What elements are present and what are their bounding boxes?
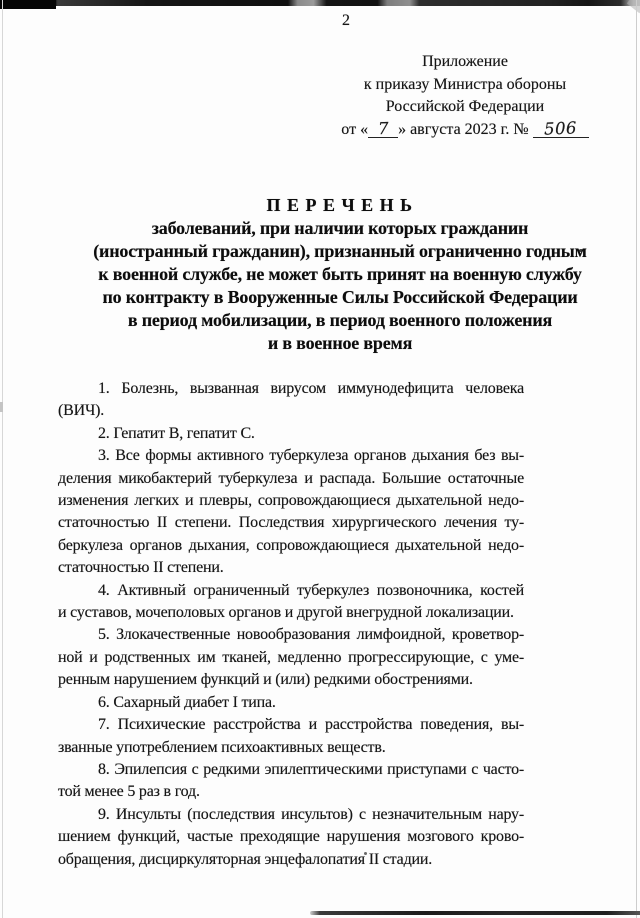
appendix-line: к приказу Министра обороны [363, 75, 567, 93]
body-text-line: (ВИЧ). [58, 402, 105, 420]
body-text-line: ной и родственных им тканей, медленно прогрессирующие, с уме- [58, 648, 524, 666]
date-mid: » августа 2023 г. № [398, 120, 529, 138]
handwritten-day-underline [368, 118, 398, 138]
scan-artifact-left-edge-line [2, 0, 3, 918]
page-number: 2 [342, 12, 350, 29]
body-text-line: 1. Болезнь, вызванная вирусом иммунодефицита человека [98, 380, 524, 397]
title-line: по контракту в Вооруженные Силы Российской Федерации [102, 287, 578, 307]
body-text-line: беркулеза органов дыхания, сопровождающиеся дыхательной недо- [58, 536, 524, 554]
document-title-block [78, 194, 602, 355]
scan-artifact-right-edge-line [636, 0, 637, 918]
handwritten-day: 7 [377, 118, 389, 138]
document-body-text [58, 378, 524, 871]
appendix-line: Приложение [422, 53, 508, 70]
scan-artifact-top-right-notch [627, 0, 640, 13]
handwritten-order-number: 506 [543, 117, 578, 139]
body-text-line: 6. Сахарный диабет I типа. [98, 693, 276, 711]
body-text-line: 5. Злокачественные новообразования лимфоидной, кроветвор- [98, 626, 524, 644]
body-text-line: 7. Психические расстройства и расстройства поведения, вы- [98, 716, 524, 734]
body-text-line: 4. Активный ограниченный туберкулез позвоночника, костей [98, 581, 524, 599]
title-line: в период мобилизации, в период военного положения [127, 310, 553, 330]
body-text-line: деления микобактерий туберкулеза и распада. Большие остаточные [58, 469, 524, 487]
title-line: и в военное время [267, 333, 413, 353]
appendix-block [335, 51, 595, 141]
appendix-date-line [335, 119, 595, 142]
body-text-line: шением функций, частые преходящие нарушения мозгового крово- [58, 828, 524, 846]
date-prefix: от « [341, 120, 369, 138]
body-text-line: 9. Инсульты (последствия инсультов) с незначительным нару- [98, 805, 524, 823]
document-title-lines [78, 217, 602, 355]
body-text-line: статочностью II степени. Последствия хирургического лечения ту- [58, 514, 524, 532]
handwritten-number-underline [533, 117, 589, 139]
title-line: (иностранный гражданин), признанный ограниченно годным [93, 241, 587, 261]
scan-artifact-speck [0, 402, 3, 412]
body-text-line: и суставов, мочеполовых органов и другой внегрудной локализации. [58, 604, 514, 622]
body-text-line: обращения, дисциркуляторная энцефалопатия II стадии. [58, 850, 433, 868]
title-line: заболеваний, при наличии которых гражданин [151, 218, 529, 238]
body-text-line: статочностью II степени. [58, 559, 224, 577]
body-text-line: званные употреблением психоактивных веществ. [58, 738, 386, 756]
body-text-line: 8. Эпилепсия с редкими эпилептическими приступами с часто- [98, 760, 524, 778]
scan-artifact-bottom-bar [310, 911, 640, 915]
body-text-line: 3. Все формы активного туберкулеза органов дыхания без вы- [98, 447, 524, 465]
scan-artifact-top-left-block [0, 0, 56, 9]
scan-artifact-top-bar [0, 0, 640, 6]
appendix-line: Российской Федерации [385, 98, 545, 115]
body-text-line: ренным нарушением функций и (или) редкими обострениями. [58, 671, 473, 689]
body-text-line: изменения легких и плевры, сопровождающиеся дыхательной недо- [58, 492, 524, 510]
body-text-line: той менее 5 раз в год. [58, 783, 200, 801]
body-text-line: 2. Гепатит В, гепатит С. [98, 424, 255, 442]
document-title-heading: П Е Р Е Ч Е Н Ь [266, 195, 414, 215]
title-line: к военной службе, не может быть принят на военную службу [98, 264, 582, 284]
